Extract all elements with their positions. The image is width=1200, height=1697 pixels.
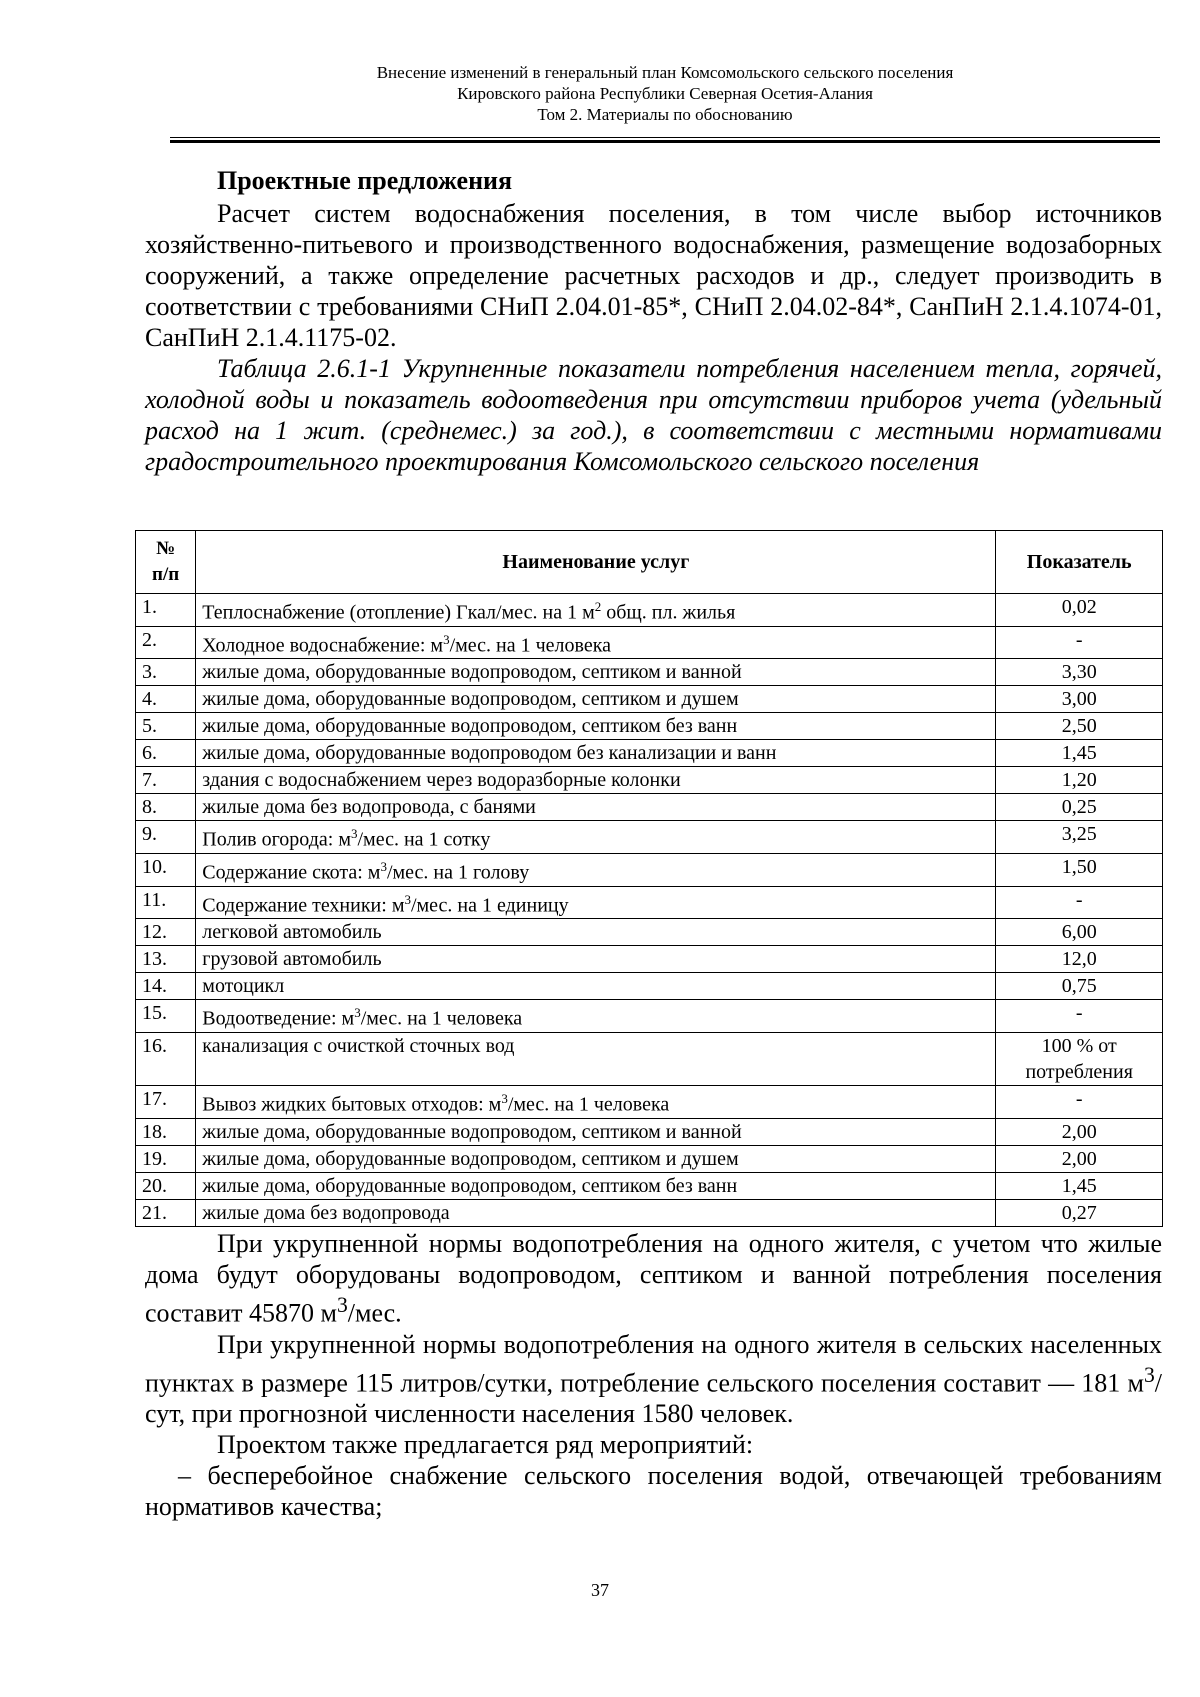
indicator-value: 100 % от потребления (996, 1032, 1163, 1085)
row-number: 15. (136, 1000, 196, 1033)
indicator-value: 0,75 (996, 973, 1163, 1000)
unit-exponent: 3 (501, 1090, 508, 1106)
header-rule-thin (170, 137, 1160, 138)
table-header-row (136, 531, 1163, 594)
service-name-tail: /мес. на 1 человека (507, 1093, 670, 1116)
col-number-label-1: № (156, 538, 176, 559)
consumption-paragraph-2 (145, 1329, 1162, 1430)
measures-bullet-1: – бесперебойное снабжение сельского поселения водой, отвечающей требованиям нормативов качества; (145, 1461, 1162, 1522)
service-name (196, 1032, 996, 1085)
service-name-text: грузовой автомобиль (202, 948, 382, 971)
row-number: 13. (136, 946, 196, 973)
table-row (136, 1032, 1163, 1085)
row-number: 11. (136, 886, 196, 919)
indicator-value: 1,20 (996, 767, 1163, 794)
service-name-text: Содержание техники: м (202, 894, 405, 917)
table-row (136, 886, 1163, 919)
table-row (136, 1118, 1163, 1145)
row-number: 2. (136, 626, 196, 659)
service-name (196, 886, 996, 919)
row-number: 6. (136, 740, 196, 767)
row-number: 21. (136, 1199, 196, 1226)
row-number: 3. (136, 659, 196, 686)
table-row (136, 973, 1163, 1000)
service-name-text: здания с водоснабжением через водоразборные колонки (202, 769, 681, 792)
service-name-text: жилые дома, оборудованные водопроводом, септиком и ванной (202, 661, 742, 684)
indicator-value: 2,00 (996, 1145, 1163, 1172)
unit-exponent: 3 (354, 1005, 361, 1021)
service-name-text: Вывоз жидких бытовых отходов: м (202, 1093, 502, 1116)
service-name (196, 853, 996, 886)
table-body (136, 594, 1163, 1227)
indicator-value: - (996, 886, 1163, 919)
row-number: 18. (136, 1118, 196, 1145)
table-row (136, 1000, 1163, 1033)
table-row (136, 659, 1163, 686)
table-row (136, 853, 1163, 886)
intro-paragraph: Расчет систем водоснабжения поселения, в том числе выбор источников хозяйственно-питьевого и производственного водоснабжения, размещение водозаборных сооружений, а также определение расчетных расходов и др., следует производить в соответствии с требованиями СНиП 2.04.01-85*, СНиП 2.04.02-84*, СанПиН 2.1.4.1074-01, СанПиН 2.1.4.1175-02. (145, 199, 1162, 352)
service-name (196, 1000, 996, 1033)
service-name (196, 821, 996, 854)
unit-exponent: 3 (350, 826, 358, 842)
service-name-tail: /мес. на 1 сотку (357, 828, 491, 851)
unit-exponent: 3 (443, 631, 450, 647)
service-name-text: жилые дома, оборудованные водопроводом, септиком и душем (202, 1147, 739, 1170)
row-number: 5. (136, 713, 196, 740)
row-number: 17. (136, 1085, 196, 1118)
indicator-value: 0,27 (996, 1199, 1163, 1226)
consumption-paragraph-2-text: При укрупненной нормы водопотребления на одного жителя в сельских населенных пунктах в размере 115 литров/сутки, потребление сельского поселения составит — 181 м (145, 1329, 1162, 1398)
after-table-content (145, 1228, 1162, 1522)
row-number: 14. (136, 973, 196, 1000)
service-name (196, 919, 996, 946)
service-name-text: Водоотведение: м (202, 1007, 355, 1030)
service-name-text: Содержание скота: м (202, 861, 381, 884)
row-number: 8. (136, 794, 196, 821)
indicator-value: 0,02 (996, 594, 1163, 627)
service-name-tail: общ. пл. жилья (601, 601, 736, 624)
table-caption: Таблица 2.6.1-1 Укрупненные показатели потребления населением тепла, горячей, холодной воды и показатель водоотведения при отсутствии приборов учета (удельный расход на 1 жит. (среднемес.) за год.), в соответствии с местными нормативами градостроительного проектирования Комсомольского сельского поселения (145, 354, 1162, 476)
service-name-text: Полив огорода: м (202, 828, 351, 851)
service-name-text: Холодное водоснабжение: м (202, 634, 444, 657)
table-row (136, 1145, 1163, 1172)
indicator-value: - (996, 1085, 1163, 1118)
row-number: 20. (136, 1172, 196, 1199)
indicator-value: 3,30 (996, 659, 1163, 686)
row-number: 19. (136, 1145, 196, 1172)
table-row (136, 1085, 1163, 1118)
service-name-text: жилые дома, оборудованные водопроводом, септиком и ванной (202, 1120, 742, 1143)
service-name (196, 594, 996, 627)
table-row (136, 740, 1163, 767)
main-content (145, 165, 1162, 477)
service-name-text: жилые дома, оборудованные водопроводом, септиком и душем (202, 688, 739, 711)
header-line-1: Внесение изменений в генеральный план Комсомольского сельского поселения (376, 63, 954, 82)
table-row (136, 626, 1163, 659)
service-name (196, 1199, 996, 1226)
table-row (136, 794, 1163, 821)
service-name-text: жилые дома без водопровода, с банями (202, 796, 536, 819)
service-name-tail: /мес. на 1 единицу (410, 894, 569, 917)
service-name (196, 1085, 996, 1118)
indicator-value: - (996, 1000, 1163, 1033)
consumption-paragraph-1-tail: /мес. (347, 1298, 402, 1328)
indicator-value: 2,50 (996, 713, 1163, 740)
consumption-paragraph-1-text: При укрупненной нормы водопотребления на одного жителя, с учетом что жилые дома будут оборудованы водопроводом, септиком и ванной потребления поселения составит 45870 м (145, 1229, 1162, 1328)
service-name-text: жилые дома, оборудованные водопроводом, септиком без ванн (202, 715, 738, 738)
table-row (136, 919, 1163, 946)
row-number: 16. (136, 1032, 196, 1085)
service-name (196, 713, 996, 740)
indicator-value: 1,45 (996, 740, 1163, 767)
unit-exponent: 2 (594, 599, 602, 614)
service-name-text: Теплоснабжение (отопление) Гкал/мес. на 1 м (202, 601, 595, 624)
service-name (196, 659, 996, 686)
service-name (196, 740, 996, 767)
consumption-paragraph-2-tail: /сут, при прогнозной численности населения 1580 человек. (145, 1368, 1162, 1429)
table-row (136, 713, 1163, 740)
indicator-value: 1,45 (996, 1172, 1163, 1199)
consumption-paragraph-1 (145, 1228, 1162, 1329)
service-name-text: жилые дома, оборудованные водопроводом, септиком без ванн (202, 1174, 738, 1197)
service-name (196, 946, 996, 973)
col-name-header: Наименование услуг (196, 531, 996, 594)
indicator-value: 3,25 (996, 821, 1163, 854)
consumption-paragraph-1-sup: 3 (336, 1293, 348, 1317)
row-number: 9. (136, 821, 196, 854)
service-name-text: легковой автомобиль (202, 921, 382, 944)
table-row (136, 1199, 1163, 1226)
consumption-paragraph-2-sup: 3 (1143, 1362, 1155, 1387)
service-name (196, 626, 996, 659)
service-name (196, 794, 996, 821)
service-name (196, 1172, 996, 1199)
indicator-value: 3,00 (996, 686, 1163, 713)
header-line-2: Кировского района Республики Северная Осетия-Алания (457, 84, 873, 103)
service-name-tail: /мес. на 1 голову (386, 861, 530, 884)
indicator-value: 1,50 (996, 853, 1163, 886)
table-row (136, 767, 1163, 794)
header-rule-thick (170, 140, 1160, 143)
unit-exponent: 3 (380, 858, 387, 874)
measures-intro: Проектом также предлагается ряд мероприятий: (217, 1430, 754, 1460)
table-row (136, 821, 1163, 854)
service-name-tail: /мес. на 1 человека (449, 634, 612, 657)
table-row (136, 1172, 1163, 1199)
indicator-value: 0,25 (996, 794, 1163, 821)
row-number: 10. (136, 853, 196, 886)
table-row (136, 686, 1163, 713)
indicator-value: 12,0 (996, 946, 1163, 973)
service-name-text: жилые дома без водопровода (202, 1201, 450, 1224)
service-name (196, 1118, 996, 1145)
row-number: 1. (136, 594, 196, 627)
service-name (196, 767, 996, 794)
section-heading: Проектные предложения (217, 166, 513, 195)
service-name-text: канализация с очисткой сточных вод (202, 1034, 515, 1057)
col-number-header (136, 531, 196, 594)
norms-table (135, 530, 1163, 1227)
service-name (196, 973, 996, 1000)
col-value-header: Показатель (996, 531, 1163, 594)
indicator-value: 2,00 (996, 1118, 1163, 1145)
row-number: 7. (136, 767, 196, 794)
col-number-label-2: п/п (152, 564, 180, 585)
header-line-3: Том 2. Материалы по обоснованию (537, 105, 793, 124)
indicator-value: 6,00 (996, 919, 1163, 946)
page-number: 37 (591, 1580, 609, 1600)
service-name-tail: /мес. на 1 человека (360, 1007, 523, 1030)
service-name-text: мотоцикл (202, 975, 285, 998)
unit-exponent: 3 (404, 891, 411, 907)
table-row (136, 594, 1163, 627)
running-header (170, 62, 1160, 125)
row-number: 12. (136, 919, 196, 946)
service-name (196, 1145, 996, 1172)
service-name (196, 686, 996, 713)
service-name-text: жилые дома, оборудованные водопроводом без канализации и ванн (202, 742, 777, 765)
row-number: 4. (136, 686, 196, 713)
indicator-value: - (996, 626, 1163, 659)
table-row (136, 946, 1163, 973)
